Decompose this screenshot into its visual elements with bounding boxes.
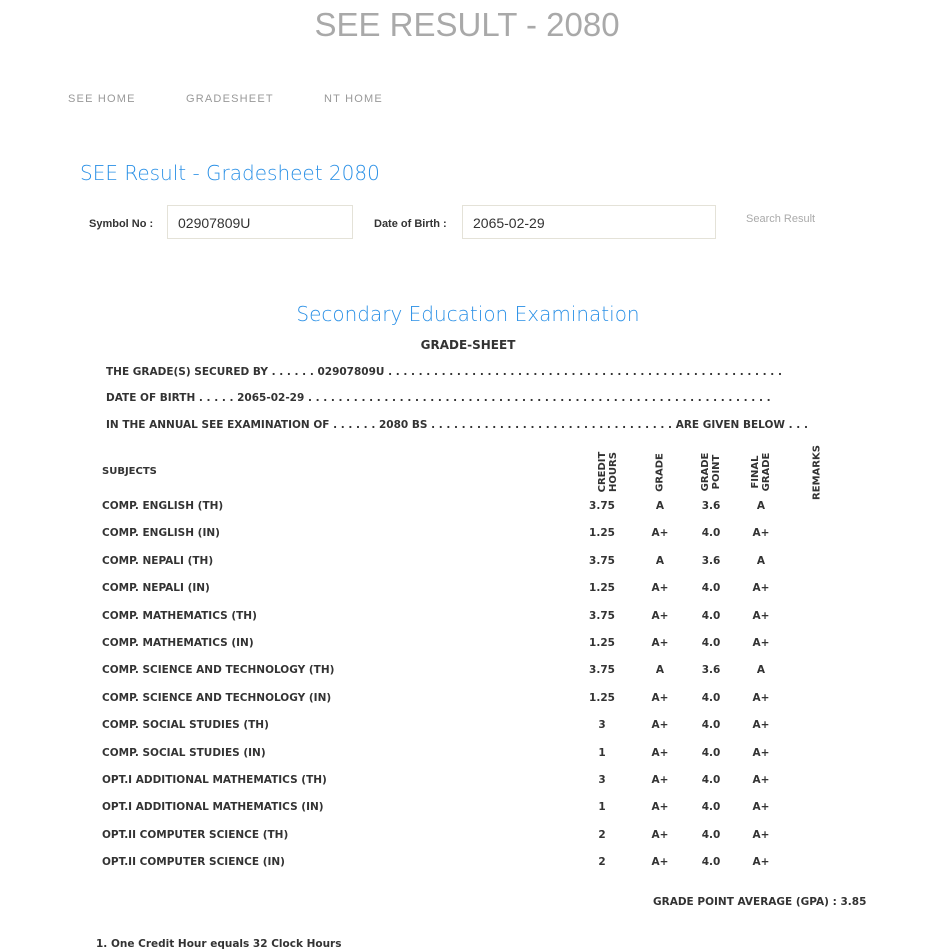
table-row (0, 774, 934, 794)
cell-final-grade: A (756, 500, 766, 512)
cell-final-grade: A (756, 554, 766, 567)
cell-credit-hours: 3 (598, 774, 606, 786)
cell-subject: OPT.II COMPUTER SCIENCE (IN) (102, 856, 285, 869)
cell-grade-point: 4.0 (701, 582, 721, 595)
header-subjects: SUBJECTS (102, 466, 157, 477)
cell-subject: OPT.I ADDITIONAL MATHEMATICS (IN) (102, 801, 324, 814)
cell-subject: COMP. SCIENCE AND TECHNOLOGY (IN) (102, 691, 332, 704)
page-heading: SEE Result - Gradesheet 2080 (80, 161, 380, 185)
cell-final-grade: A+ (752, 746, 770, 759)
cell-final-grade: A+ (752, 801, 770, 814)
table-row (0, 829, 934, 849)
cell-final-grade: A+ (752, 582, 770, 595)
cell-grade-point: 4.0 (701, 856, 721, 869)
cell-credit-hours: 3.75 (589, 609, 615, 622)
header-final-line1: FINAL (750, 455, 761, 489)
nav-nt-home[interactable]: NT HOME (324, 93, 383, 105)
exam-title: Secondary Education Examination (296, 302, 640, 326)
cell-credit-hours: 1.25 (589, 527, 615, 540)
cell-grade-point: 4.0 (701, 719, 721, 732)
table-row (0, 664, 934, 684)
cell-subject: COMP. NEPALI (IN) (102, 582, 210, 595)
dob-line: DATE OF BIRTH . . . . . 2065-02-29 . . . . . . . . . . . . . . . . . . . . . . . . . . . . . . . . . . . . . . . . . . . . . . . . . . . . . . . . . . . . . (106, 392, 771, 404)
cell-grade-point: 4.0 (701, 691, 721, 704)
table-row (0, 555, 934, 575)
cell-final-grade: A+ (752, 527, 770, 540)
table-row (0, 856, 934, 876)
cell-grade-point: 3.6 (701, 664, 721, 677)
cell-grade-point: 4.0 (701, 637, 721, 649)
symbol-label: Symbol No : (89, 218, 154, 230)
header-grade: GRADE (654, 453, 666, 492)
table-row (0, 801, 934, 821)
exam-line: IN THE ANNUAL SEE EXAMINATION OF . . . . . . 2080 BS . . . . . . . . . . . . . . . . . . . . . . . . . . . . . . . . ARE GIVEN BELOW . . . (106, 419, 808, 431)
header-remarks: REMARKS (811, 445, 823, 500)
cell-credit-hours: 3.75 (589, 500, 615, 512)
cell-grade-point: 4.0 (701, 828, 721, 841)
table-row (0, 610, 934, 630)
dob-input[interactable]: 2065-02-29 (462, 205, 716, 239)
cell-credit-hours: 1 (598, 746, 606, 759)
header-point-line2: POINT (711, 454, 722, 490)
cell-grade: A+ (651, 582, 669, 595)
cell-grade-point: 4.0 (701, 774, 721, 786)
cell-subject: OPT.I ADDITIONAL MATHEMATICS (TH) (102, 774, 327, 786)
footnote: 1. One Credit Hour equals 32 Clock Hours (96, 938, 342, 950)
cell-credit-hours: 1.25 (589, 637, 615, 649)
cell-final-grade: A+ (752, 719, 770, 732)
cell-grade: A+ (651, 746, 669, 759)
cell-grade: A+ (651, 828, 669, 841)
cell-subject: COMP. SCIENCE AND TECHNOLOGY (TH) (102, 664, 335, 677)
cell-grade: A+ (651, 609, 669, 622)
cell-grade-point: 3.6 (701, 554, 721, 567)
cell-grade: A (655, 500, 665, 512)
table-row (0, 719, 934, 739)
header-final-grade (750, 452, 772, 492)
search-result-button[interactable]: Search Result (746, 213, 816, 225)
cell-credit-hours: 3 (598, 719, 606, 732)
cell-grade-point: 3.6 (701, 500, 721, 512)
cell-final-grade: A+ (752, 828, 770, 841)
site-title: SEE RESULT - 2080 (314, 6, 620, 43)
cell-final-grade: A (756, 664, 766, 677)
nav-gradesheet[interactable]: GRADESHEET (186, 93, 274, 105)
table-row (0, 692, 934, 712)
cell-grade: A+ (651, 637, 669, 649)
header-point-line1: GRADE (700, 452, 711, 492)
cell-grade: A+ (651, 856, 669, 869)
cell-subject: OPT.II COMPUTER SCIENCE (TH) (102, 828, 289, 841)
cell-grade: A+ (651, 691, 669, 704)
header-final-line2: GRADE (761, 452, 772, 492)
gpa-text: GRADE POINT AVERAGE (GPA) : 3.85 (653, 896, 867, 908)
cell-subject: COMP. ENGLISH (TH) (102, 500, 224, 512)
cell-final-grade: A+ (752, 637, 770, 649)
gradesheet-title: GRADE-SHEET (420, 338, 516, 352)
cell-grade: A (655, 554, 665, 567)
cell-credit-hours: 1.25 (589, 582, 615, 595)
table-row (0, 500, 934, 520)
header-credit-line2: HOURS (608, 452, 619, 492)
cell-grade: A+ (651, 719, 669, 732)
cell-grade-point: 4.0 (701, 746, 721, 759)
symbol-input[interactable]: 02907809U (167, 205, 353, 239)
table-row (0, 582, 934, 602)
cell-final-grade: A+ (752, 856, 770, 869)
cell-grade: A+ (651, 527, 669, 540)
cell-subject: COMP. MATHEMATICS (TH) (102, 609, 257, 622)
table-row (0, 637, 934, 657)
cell-credit-hours: 2 (598, 828, 606, 841)
table-row (0, 747, 934, 767)
cell-grade: A+ (651, 801, 669, 814)
nav-see-home[interactable]: SEE HOME (68, 93, 136, 105)
cell-grade-point: 4.0 (701, 609, 721, 622)
cell-final-grade: A+ (752, 691, 770, 704)
cell-subject: COMP. SOCIAL STUDIES (TH) (102, 719, 269, 732)
cell-subject: COMP. ENGLISH (IN) (102, 527, 220, 540)
secured-by-line: THE GRADE(S) SECURED BY . . . . . . 02907809U . . . . . . . . . . . . . . . . . . . . . . . . . . . . . . . . . . . . . . . . . . . . . . . . . . . . (106, 366, 782, 378)
cell-credit-hours: 2 (598, 856, 606, 869)
header-grade-point (700, 452, 722, 492)
dob-label: Date of Birth : (374, 218, 447, 230)
cell-grade: A+ (651, 774, 669, 786)
cell-credit-hours: 3.75 (589, 554, 615, 567)
header-credit-hours (597, 447, 619, 497)
cell-subject: COMP. NEPALI (TH) (102, 554, 214, 567)
cell-credit-hours: 1.25 (589, 691, 615, 704)
cell-grade-point: 4.0 (701, 801, 721, 814)
cell-final-grade: A+ (752, 774, 770, 786)
cell-credit-hours: 3.75 (589, 664, 615, 677)
cell-final-grade: A+ (752, 609, 770, 622)
table-row (0, 527, 934, 547)
cell-grade-point: 4.0 (701, 527, 721, 540)
cell-subject: COMP. MATHEMATICS (IN) (102, 637, 254, 649)
cell-credit-hours: 1 (598, 801, 606, 814)
cell-grade: A (655, 664, 665, 677)
header-credit-line1: CREDIT (597, 451, 608, 493)
cell-subject: COMP. SOCIAL STUDIES (IN) (102, 746, 266, 759)
